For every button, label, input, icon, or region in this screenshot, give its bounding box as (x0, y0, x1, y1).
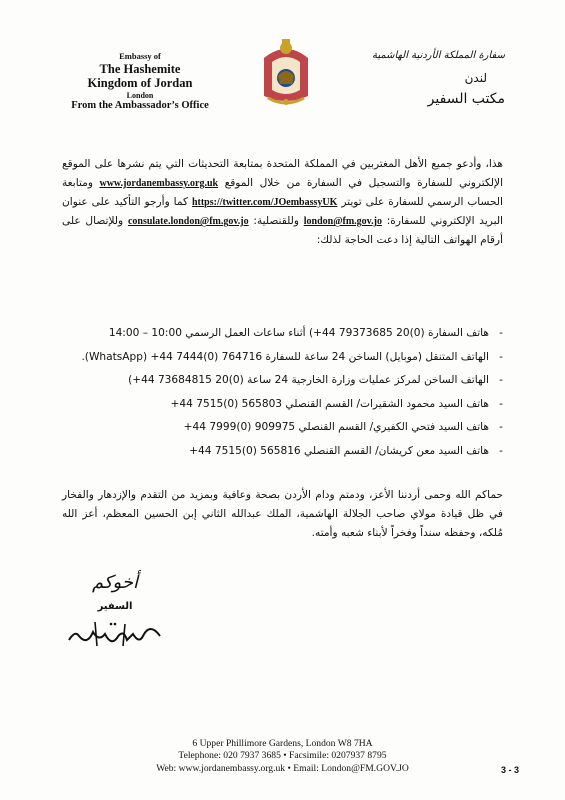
phone-embassy: هاتف السفارة (0)20 79373685 44+) أثناء ساعات العمل الرسمي 10:00 – 14:00 (108, 327, 489, 339)
letter-footer (0, 738, 565, 775)
consulate-email-link[interactable]: consulate.london@fm.gov.jo (127, 216, 249, 228)
kingdom-label: Kingdom of Jordan (87, 76, 193, 91)
handwritten-signature-icon (65, 616, 165, 652)
para1-twitter-text: ومتابعة الحساب الرسمي للسفارة على تويتر (62, 177, 503, 209)
list-item: -الهاتف الساخن لمركز عمليات وزارة الخارجية 24 ساعة (0)20 73684815 44+) (128, 374, 503, 386)
list-item: -هاتف السفارة (0)20 79373685 44+) أثناء ساعات العمل الرسمي 10:00 – 14:00 (108, 327, 503, 339)
office-label-en: From the Ambassador’s Office (71, 99, 209, 111)
embassy-letterhead-ar (355, 50, 505, 107)
list-item: -هاتف السيد محمود الشقيرات/ القسم القنصلي 565803 (0)7515 44+ (170, 397, 503, 410)
footer-web-email: Web: www.jordanembassy.org.uk • Email: London@FM.GOV.JO (156, 762, 409, 774)
phone-consular-3: هاتف السيد معن كريشان/ القسم القنصلي 565816 (0)7515 44+ (189, 444, 489, 457)
signature-block (60, 572, 170, 652)
phone-consular-2: هاتف السيد فتحي الكفيري/ القسم القنصلي 909975 (0)7999 44+ (183, 421, 489, 433)
signer-title: السفير (97, 601, 133, 612)
para1-phones-intro: وللإتصال على أرقام الهواتف التالية إذا دعت الحاجة لذلك: (62, 215, 503, 247)
phone-ministry-hotline: الهاتف الساخن لمركز عمليات وزارة الخارجية 24 ساعة (0)20 73684815 44+) (128, 374, 489, 386)
para1-intro: هذا، وأدعو جميع الأهل المغتربين في المملكة المتحدة بمتابعة التحديثات التي يتم نشرها على الموقع الإلكتروني للسفارة والتسجيل في السفارة من خلال الموقع (62, 158, 504, 190)
phone-list (62, 322, 503, 463)
para1-consulate-text: وللقنصلية: (253, 215, 299, 228)
para1-email-text: كما وأرجو التأكيد على عنوان البريد الإلكتروني للسفارة: (62, 196, 504, 228)
body-paragraph-1 (62, 155, 503, 250)
list-item: -هاتف السيد معن كريشان/ القسم القنصلي 565816 (0)7515 44+ (189, 444, 503, 457)
city-label-en: London (126, 90, 154, 100)
hashemite-label: The Hashemite (99, 61, 181, 76)
page-number: 3 - 3 (500, 765, 519, 775)
phone-consular-1: هاتف السيد محمود الشقيرات/ القسم القنصلي 565803 (0)7515 44+ (170, 397, 489, 410)
twitter-link[interactable]: https://twitter.com/JOembassyUK (191, 197, 338, 209)
footer-address: 6 Upper Phillimore Gardens, London W8 7HA (192, 738, 373, 749)
body-paragraph-2: حماكم الله وحمى أردننا الأعز، ودمتم ودام الأردن بصحة وعافية وبمزيد من التقدم والإزدهار والفخار في ظل قيادة مولاي صاحب الجلالة الهاشمية، الملك عبدالله الثاني إبن الحسين المعظم، أعز الله مُلكه، وحفظه سنداً وفخراً لأبناء شعبه وأمته. (62, 489, 503, 540)
list-item: -الهاتف المتنقل (موبايل) الساخن 24 ساعة للسفارة 764716 (0)7444 44+ (WhatsApp). (81, 350, 503, 363)
closing-salutation: أخوكم (92, 572, 138, 593)
embassy-letterhead-en (55, 52, 225, 112)
footer-telephone-fax: Telephone: 020 7937 3685 • Facsimile: 0207937 8795 (178, 750, 387, 762)
embassy-email-link[interactable]: london@fm.gov.jo (303, 216, 382, 228)
office-label-ar: مكتب السفير (427, 91, 505, 107)
city-label-ar: لندن (464, 71, 487, 85)
embassy-of-label: Embassy of (119, 51, 161, 61)
list-item: -هاتف السيد فتحي الكفيري/ القسم القنصلي 909975 (0)7999 44+ (183, 421, 503, 433)
jordan-coat-of-arms-icon (258, 36, 314, 108)
website-link[interactable]: www.jordanembassy.org.uk (99, 178, 219, 190)
phone-hotline-mobile: الهاتف المتنقل (موبايل) الساخن 24 ساعة للسفارة 764716 (0)7444 44+ (WhatsApp). (81, 350, 489, 363)
embassy-calligraphy: سفارة المملكة الأردنية الهاشمية (371, 50, 505, 61)
